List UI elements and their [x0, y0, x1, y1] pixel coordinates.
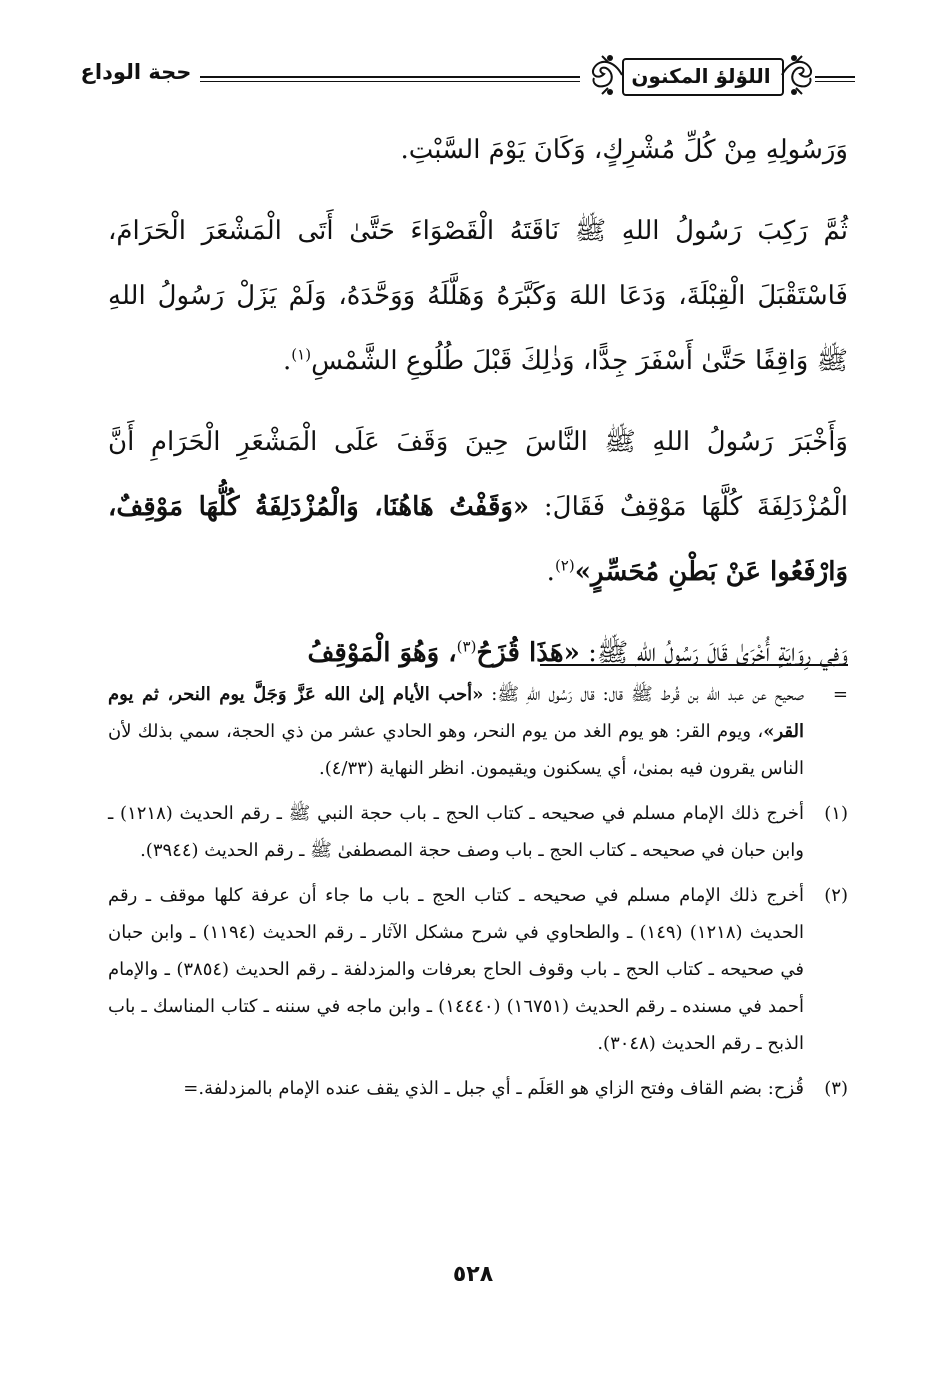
footnote-1-text: أخرج ذلك الإمام مسلم في صحيحه ـ كتاب الحج ـ باب حجة النبي ﷺ ـ رقم الحديث (١٢١٨) ـ وابن حبان في صحيحه ـ كتاب الحج ـ باب وصف حجة المصطفىٰ ﷺ ـ رقم الحديث (٣٩٤٤). [108, 803, 804, 861]
hadith-quote-2: «هَذَا قُزَحُ [476, 638, 580, 668]
footnote-3-number: (٣) [824, 1078, 848, 1099]
footnote-ref-2: (٢) [554, 556, 575, 575]
footnote-2 [108, 877, 848, 1062]
chapter-title: حجة الوداع [80, 60, 192, 84]
paragraph-3-text: وَأَخْبَرَ رَسُولُ اللهِ ﷺ النَّاسَ حِينَ وَقَفَ عَلَى الْمَشْعَرِ الْحَرَامِ أَنَّ الْمُزْدَلِفَةَ كُلَّهَا مَوْقِفٌ فَقَالَ: [108, 427, 849, 522]
paragraph-1-text: وَرَسُولِهِ مِنْ كُلِّ مُشْرِكٍ، وَكَانَ يَوْمَ السَّبْتِ. [400, 135, 848, 165]
right-ornament-icon [780, 50, 814, 100]
footnote-ref-1: (١) [291, 345, 312, 364]
paragraph-1 [108, 118, 848, 183]
footnotes [108, 676, 848, 1115]
footnote-continued-text: صحيح عن عبد الله بن قُرط ﷺ قال: قال رَسُول اللهِ ﷺ: [483, 684, 804, 705]
left-ornament-icon [590, 50, 624, 100]
title-cartouche [590, 50, 812, 100]
running-header [70, 40, 860, 110]
header-rule-left [200, 76, 580, 78]
footnote-1 [108, 795, 848, 869]
header-rule-right [815, 76, 855, 78]
footnote-2-number: (٢) [824, 885, 848, 906]
hadith-quote-1: «وَقَفْتُ هَاهُنَا، وَالْمُزْدَلِفَةُ كُلُّهَا مَوْقِفٌ، وَارْفَعُوا عَنْ بَطْنِ مُحَسِّرٍ» [108, 492, 848, 587]
footnote-3-term: قُزح [773, 1078, 804, 1099]
page-number: ٥٢٨ [452, 1262, 494, 1287]
main-text [108, 118, 848, 702]
paragraph-2-end: . [283, 346, 292, 376]
footnote-3 [108, 1070, 848, 1107]
footnote-continued-text-2: ، ويوم القر: هو يوم الغد من يوم النحر، وهو الحادي عشر من ذي الحجة، سمي بذلك لأن الناس يقرون فيه بمنىٰ، أي يسكنون ويقيمون. انظر النهاية (٤/٣٣). [108, 721, 804, 779]
hadith-quote-2-cont: ، وَهُوَ الْمَوْقِفُ [307, 638, 457, 668]
footnote-2-text: أخرج ذلك الإمام مسلم في صحيحه ـ كتاب الحج ـ باب ما جاء أن عرفة كلها موقف ـ رقم الحديث (١٢١٨) (١٤٩) ـ والطحاوي في شرح مشكل الآثار ـ رقم الحديث (١١٩٤) ـ وابن حبان في صحيحه ـ كتاب الحج ـ باب وقوف الحاج بعرفات والمزدلفة ـ رقم الحديث (٣٨٥٤) ـ والإمام أحمد في مسنده ـ رقم الحديث (١٦٧٥١) (١٤٤٤٠) ـ وابن ماجه في سننه ـ كتاب المناسك ـ باب الذبح ـ رقم الحديث (٣٠٤٨). [108, 885, 804, 1054]
book-title: اللؤلؤ المكنون [631, 64, 771, 88]
paragraph-3-end: . [546, 557, 555, 587]
footnote-ref-3: (٣) [456, 637, 477, 656]
paragraph-3 [108, 410, 848, 605]
footnote-hadith-quote: «أحب الأيام إلىٰ الله عَزَّ وَجَلَّ يوم النحر، ثم يوم القر» [108, 684, 804, 742]
footnote-separator [540, 664, 848, 666]
footnote-3-text: : بضم القاف وفتح الزاي هو العَلَم ـ أي جبل ـ الذي يقف عنده الإمام بالمزدلفة.= [183, 1078, 774, 1099]
continuation-marker: = [832, 684, 848, 705]
footnote-1-number: (١) [824, 803, 848, 824]
paragraph-2 [108, 199, 848, 394]
paragraph-4-text: وَفِي رِوَايَةٍ أُخْرَىٰ قَالَ رَسُولُ اللهِ ﷺ: [579, 638, 848, 668]
paragraph-2-text: ثُمَّ رَكِبَ رَسُولُ اللهِ ﷺ نَاقَتَهُ الْقَصْوَاءَ حَتَّىٰ أَتَى الْمَشْعَرَ الْحَرَامَ، فَاسْتَقْبَلَ الْقِبْلَةَ، وَدَعَا اللهَ وَكَبَّرَهُ وَهَلَّلَهُ وَوَحَّدَهُ، وَلَمْ يَزَلْ رَسُولُ اللهِ ﷺ وَاقِفًا حَتَّىٰ أَسْفَرَ جِدًّا، وَذٰلِكَ قَبْلَ طُلُوعِ الشَّمْسِ [108, 216, 848, 376]
footnote-continued [108, 676, 848, 787]
